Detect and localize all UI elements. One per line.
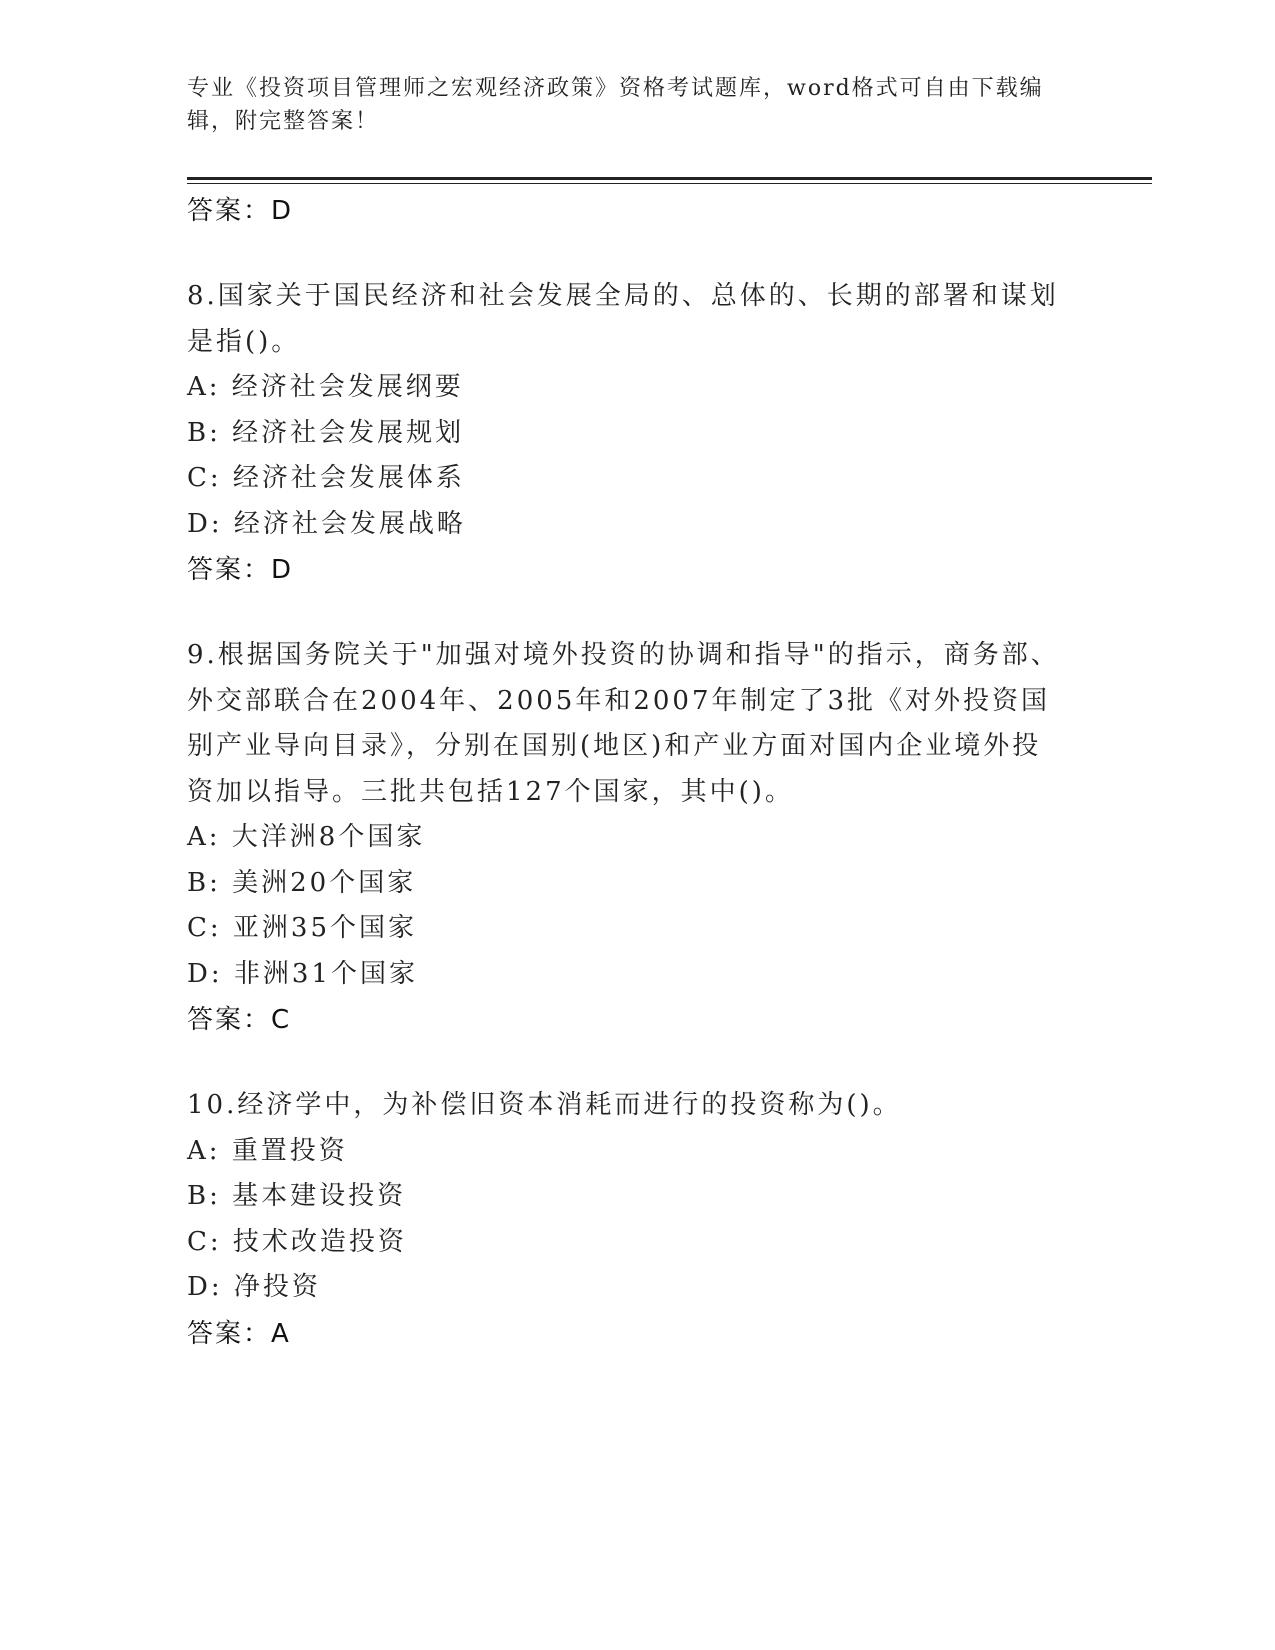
option-c: C: 经济社会发展体系 <box>187 463 465 493</box>
answer-line: 答案：C <box>187 1005 292 1035</box>
option-b: B: 美洲20个国家 <box>187 867 417 898</box>
option-c: C: 技术改造投资 <box>187 1226 407 1257</box>
option-d: D: 非洲31个国家 <box>187 958 418 989</box>
question-stem: 8.国家关于国民经济和社会发展全局的、总体的、长期的部署和谋划是指()。 <box>187 281 1059 357</box>
option-c: C: 亚洲35个国家 <box>187 913 418 943</box>
question-9 <box>187 633 1087 1043</box>
option-b: B: 基本建设投资 <box>187 1181 407 1211</box>
answer-line: 答案：D <box>187 196 294 226</box>
option-b: B: 经济社会发展规划 <box>187 417 465 448</box>
header-divider-thick <box>187 177 1152 180</box>
question-stem: 9.根据国务院关于"加强对境外投资的协调和指导"的指示，商务部、外交部联合在2004年、2005年和2007年制定了3批《对外投资国别产业导向目录》，分别在国别(地区)和产业方面对国内企业境外投资加以指导。三批共包括127个国家，其中()。 <box>187 640 1060 807</box>
option-a: A: 经济社会发展纲要 <box>187 372 464 402</box>
question-10 <box>187 1083 1087 1357</box>
question-stem: 10.经济学中，为补偿旧资本消耗而进行的投资称为()。 <box>187 1090 902 1120</box>
option-d: D: 经济社会发展战略 <box>187 508 466 539</box>
option-a: A: 重置投资 <box>187 1135 348 1166</box>
question-8 <box>187 274 1087 593</box>
option-d: D: 净投资 <box>187 1272 321 1302</box>
question-content <box>187 188 1087 1357</box>
option-a: A: 大洋洲8个国家 <box>187 822 426 852</box>
answer-line: 答案：D <box>187 555 294 585</box>
document-header: 专业《投资项目管理师之宏观经济政策》资格考试题库，word格式可自由下载编辑，附完整答案！ <box>187 76 1044 134</box>
answer-line: 答案：A <box>187 1318 291 1349</box>
header-divider-thin <box>187 183 1152 184</box>
